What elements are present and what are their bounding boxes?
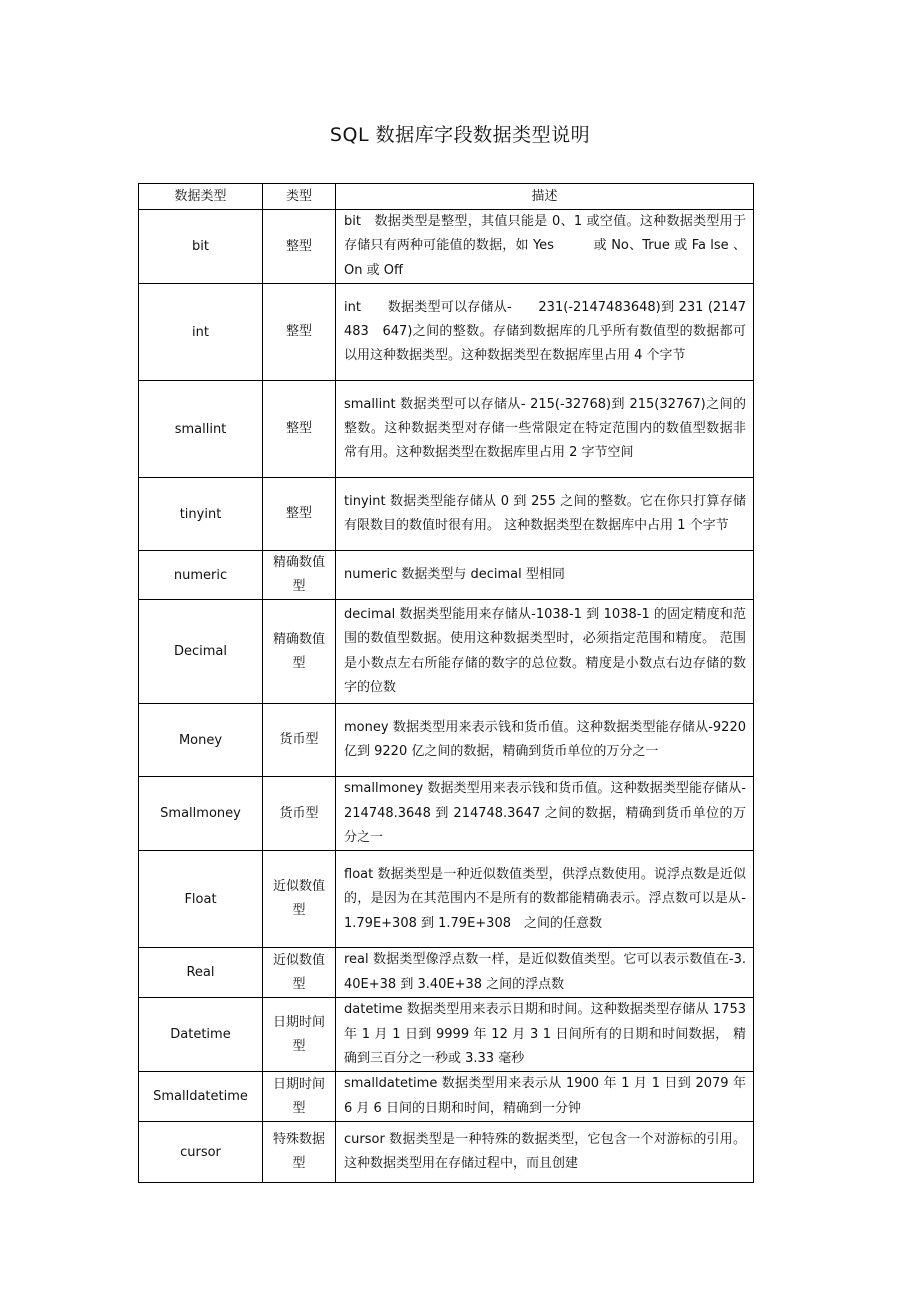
row-smalldatetime-type: 日期时间型 bbox=[263, 1072, 336, 1122]
table-row bbox=[139, 851, 754, 948]
row-datetime-name: Datetime bbox=[139, 998, 263, 1072]
table-row bbox=[139, 284, 754, 381]
row-real-type: 近似数值型 bbox=[263, 948, 336, 998]
row-float-name: Float bbox=[139, 851, 263, 948]
row-int-desc: int 数据类型可以存储从- 231(-2147483648)到 231 (2147483 647)之间的整数。存储到数据库的几乎所有数值型的数据都可以用这种数据类型。这种数据类型在数据库里占用 4 个字节 bbox=[344, 299, 746, 364]
row-int-name: int bbox=[139, 284, 263, 381]
row-cursor-name: cursor bbox=[139, 1122, 263, 1183]
table-row bbox=[139, 381, 754, 478]
table-row bbox=[139, 948, 754, 998]
row-numeric-desc: numeric 数据类型与 decimal 型相同 bbox=[344, 567, 565, 583]
row-smallint-desc: smallint 数据类型可以存储从- 215(-32768)到 215(32767)之间的整数。这种数据类型对存储一些常限定在特定范围内的数值型数据非常有用。这种数据类型在数据库里占用 2 字节空间 bbox=[344, 396, 746, 461]
table-header-row bbox=[139, 184, 754, 210]
table-row bbox=[139, 1122, 754, 1183]
row-tinyint-desc: tinyint 数据类型能存储从 0 到 255 之间的整数。它在你只打算存储有限数目的数值时很有用。 这种数据类型在数据库中占用 1 个字节 bbox=[344, 493, 746, 534]
row-money-name: Money bbox=[139, 704, 263, 777]
table-row bbox=[139, 551, 754, 600]
row-bit-name: bit bbox=[139, 210, 263, 284]
row-numeric-name: numeric bbox=[139, 551, 263, 600]
row-float-desc: float 数据类型是一种近似数值类型，供浮点数使用。说浮点数是近似的，是因为在其范围内不是所有的数都能精确表示。浮点数可以是从-1.79E+308 到 1.79E+308 之间的任意数 bbox=[344, 866, 746, 931]
row-tinyint-name: tinyint bbox=[139, 478, 263, 551]
row-real-desc: real 数据类型像浮点数一样，是近似数值类型。它可以表示数值在-3.40E+38 到 3.40E+38 之间的浮点数 bbox=[344, 952, 746, 992]
header-data-type: 数据类型 bbox=[139, 184, 263, 210]
header-description: 描述 bbox=[336, 184, 754, 210]
row-decimal-type: 精确数值型 bbox=[263, 600, 336, 704]
row-smalldatetime-name: Smalldatetime bbox=[139, 1072, 263, 1122]
table-row bbox=[139, 777, 754, 851]
table-row bbox=[139, 478, 754, 551]
table-row bbox=[139, 1072, 754, 1122]
table-row bbox=[139, 210, 754, 284]
row-smallint-name: smallint bbox=[139, 381, 263, 478]
row-smallmoney-name: Smallmoney bbox=[139, 777, 263, 851]
row-datetime-type: 日期时间型 bbox=[263, 998, 336, 1072]
row-real-name: Real bbox=[139, 948, 263, 998]
row-float-type: 近似数值型 bbox=[263, 851, 336, 948]
row-datetime-desc: datetime 数据类型用来表示日期和时间。这种数据类型存储从 1753 年 1 月 1 日到 9999 年 12 月 3 1 日间所有的日期和时间数据， 精确到三百分之一秒或 3.33 毫秒 bbox=[344, 1002, 746, 1067]
table-row bbox=[139, 704, 754, 777]
row-smalldatetime-desc: smalldatetime 数据类型用来表示从 1900 年 1 月 1 日到 2079 年 6 月 6 日间的日期和时间，精确到一分钟 bbox=[344, 1076, 746, 1116]
row-decimal-name: Decimal bbox=[139, 600, 263, 704]
row-money-type: 货币型 bbox=[263, 704, 336, 777]
row-int-type: 整型 bbox=[263, 284, 336, 381]
header-type: 类型 bbox=[263, 184, 336, 210]
row-bit-type: 整型 bbox=[263, 210, 336, 284]
row-bit-desc: bit 数据类型是整型，其值只能是 0、1 或空值。这种数据类型用于存储只有两种可能值的数据，如 Yes 或 No、True 或 Fa lse 、On 或 Off bbox=[344, 214, 746, 278]
table-row bbox=[139, 998, 754, 1072]
row-cursor-desc: cursor 数据类型是一种特殊的数据类型，它包含一个对游标的引用。这种数据类型用在存储过程中，而且创建 bbox=[344, 1131, 746, 1172]
row-numeric-type: 精确数值型 bbox=[263, 551, 336, 600]
row-tinyint-type: 整型 bbox=[263, 478, 336, 551]
page-title: SQL 数据库字段数据类型说明 bbox=[329, 124, 591, 146]
row-decimal-desc: decimal 数据类型能用来存储从-1038-1 到 1038-1 的固定精度和范围的数值型数据。使用这种数据类型时，必须指定范围和精度。 范围是小数点左右所能存储的数字的总位数。精度是小数点右边存储的数字的位数 bbox=[344, 606, 746, 696]
table-row bbox=[139, 600, 754, 704]
row-smallint-type: 整型 bbox=[263, 381, 336, 478]
row-money-desc: money 数据类型用来表示钱和货币值。这种数据类型能存储从-9220 亿到 9220 亿之间的数据，精确到货币单位的万分之一 bbox=[344, 719, 746, 760]
row-smallmoney-type: 货币型 bbox=[263, 777, 336, 851]
row-smallmoney-desc: smallmoney 数据类型用来表示钱和货币值。这种数据类型能存储从-214748.3648 到 214748.3647 之间的数据，精确到货币单位的万分之一 bbox=[344, 781, 746, 846]
row-cursor-type: 特殊数据型 bbox=[263, 1122, 336, 1183]
data-types-table bbox=[138, 183, 754, 1183]
